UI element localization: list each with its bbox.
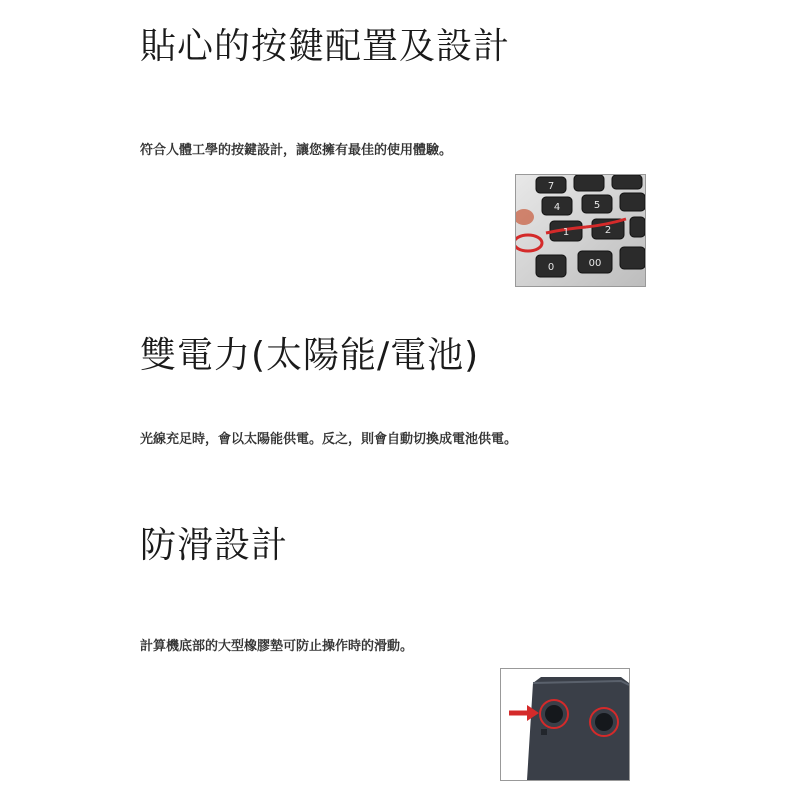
- heading-key-layout: 貼心的按鍵配置及設計: [140, 26, 511, 67]
- heading-anti-slip: 防滑設計: [140, 525, 289, 566]
- svg-text:1: 1: [562, 227, 570, 238]
- svg-text:00: 00: [588, 258, 602, 269]
- svg-text:4: 4: [553, 202, 561, 213]
- heading-dual-power: 雙電力(太陽能/電池): [140, 335, 480, 376]
- svg-text:2: 2: [604, 225, 612, 236]
- description-dual-power: 光線充足時，會以太陽能供電。反之，則會自動切換成電池供電。: [140, 432, 518, 447]
- description-key-layout: 符合人體工學的按鍵設計，讓您擁有最佳的使用體驗。: [140, 143, 453, 158]
- description-anti-slip: 計算機底部的大型橡膠墊可防止操作時的滑動。: [140, 639, 414, 654]
- svg-text:7: 7: [547, 181, 555, 192]
- rubber-feet-image: [500, 668, 630, 781]
- svg-text:0: 0: [547, 262, 555, 273]
- keypad-image: [515, 174, 646, 287]
- svg-text:5: 5: [593, 200, 601, 211]
